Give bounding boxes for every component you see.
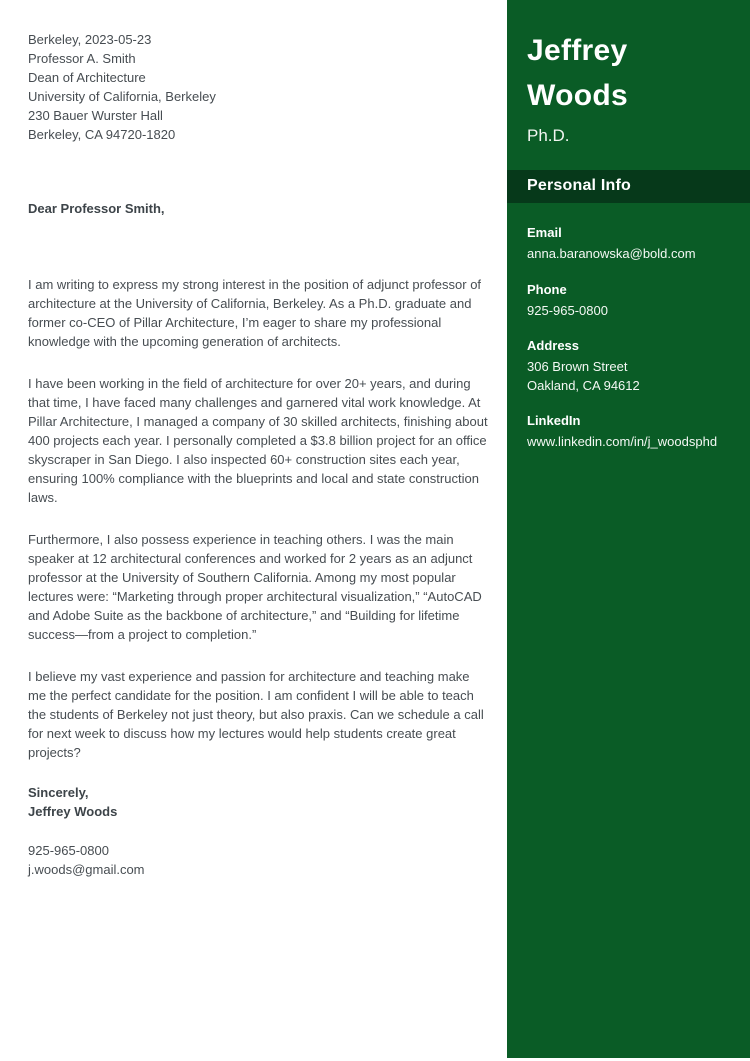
candidate-name-last: Woods — [527, 79, 628, 112]
recipient-line: Berkeley, 2023-05-23 — [28, 32, 152, 47]
recipient-line: Berkeley, CA 94720-1820 — [28, 127, 176, 142]
info-value-address-line1: 306 Brown Street — [527, 359, 628, 374]
letter-paragraph: Furthermore, I also possess experience in teaching others. I was the main speaker at 12 architectural conferences and worked for 2 years as an adjunct professor at the University of Southern California. Among my most popular lectures were: “Marketing through proper architectural visualization,” “AutoCAD and Adobe Suite as the backbone of architecture,” and “Building for lifetime success—from a project to completion.” — [28, 532, 482, 642]
sender-contact-block — [28, 841, 489, 879]
recipient-block — [28, 30, 489, 144]
recipient-line: 230 Bauer Wurster Hall — [28, 108, 163, 123]
info-value-email: anna.baranowska@bold.com — [527, 246, 696, 261]
recipient-line: Professor A. Smith — [28, 51, 136, 66]
letter-paragraph: I am writing to express my strong interest in the position of adjunct professor of architecture at the University of California, Berkeley. As a Ph.D. graduate and former co-CEO of Pillar Architecture, I’m eager to share my professional knowledge with the upcoming generation of architects. — [28, 277, 482, 349]
candidate-degree: Ph.D. — [527, 126, 570, 145]
salutation: Dear Professor Smith, — [28, 201, 165, 216]
recipient-line: University of California, Berkeley — [28, 89, 216, 104]
info-item-phone — [527, 282, 732, 321]
personal-info-title: Personal Info — [527, 177, 631, 194]
info-label: Email — [527, 225, 562, 240]
personal-info-list — [527, 225, 732, 452]
info-label: LinkedIn — [527, 413, 581, 428]
info-item-linkedin — [527, 413, 732, 452]
recipient-line: Dean of Architecture — [28, 70, 146, 85]
info-value-linkedin: www.linkedin.com/in/j_woodsphd — [527, 434, 718, 449]
signature-name: Jeffrey Woods — [28, 804, 118, 819]
info-label: Phone — [527, 281, 567, 297]
info-label: Address — [527, 338, 580, 353]
info-item-address — [527, 338, 732, 395]
closing-phrase: Sincerely, — [28, 785, 89, 800]
sender-email: j.woods@gmail.com — [28, 862, 145, 877]
info-item-email — [527, 225, 732, 264]
candidate-name — [527, 28, 732, 118]
closing-block — [28, 783, 489, 821]
sidebar — [507, 0, 750, 1058]
info-value-address-line2: Oakland, CA 94612 — [527, 377, 640, 393]
personal-info-header — [507, 170, 750, 203]
info-value-phone: 925-965-0800 — [527, 302, 608, 318]
candidate-name-first: Jeffrey — [527, 34, 628, 67]
sender-phone: 925-965-0800 — [28, 843, 109, 858]
letter-paragraph: I have been working in the field of architecture for over 20+ years, and during that time, I have faced many challenges and garnered vital work knowledge. At Pillar Architecture, I managed a company of 30 skilled architects, finishing about 400 projects each year. I personally completed a $3.8 billion project for an office skyscraper in San Diego. I also inspected 60+ construction sites each year, ensuring 100% compliance with the blueprints and local and state construction laws. — [28, 376, 488, 505]
letter-paragraph: I believe my vast experience and passion for architecture and teaching make me the perfect candidate for the position. I am confident I will be able to teach the students of Berkeley not just theory, but also praxis. Can we schedule a call for next week to discuss how my lectures would help students create great projects? — [28, 669, 484, 760]
